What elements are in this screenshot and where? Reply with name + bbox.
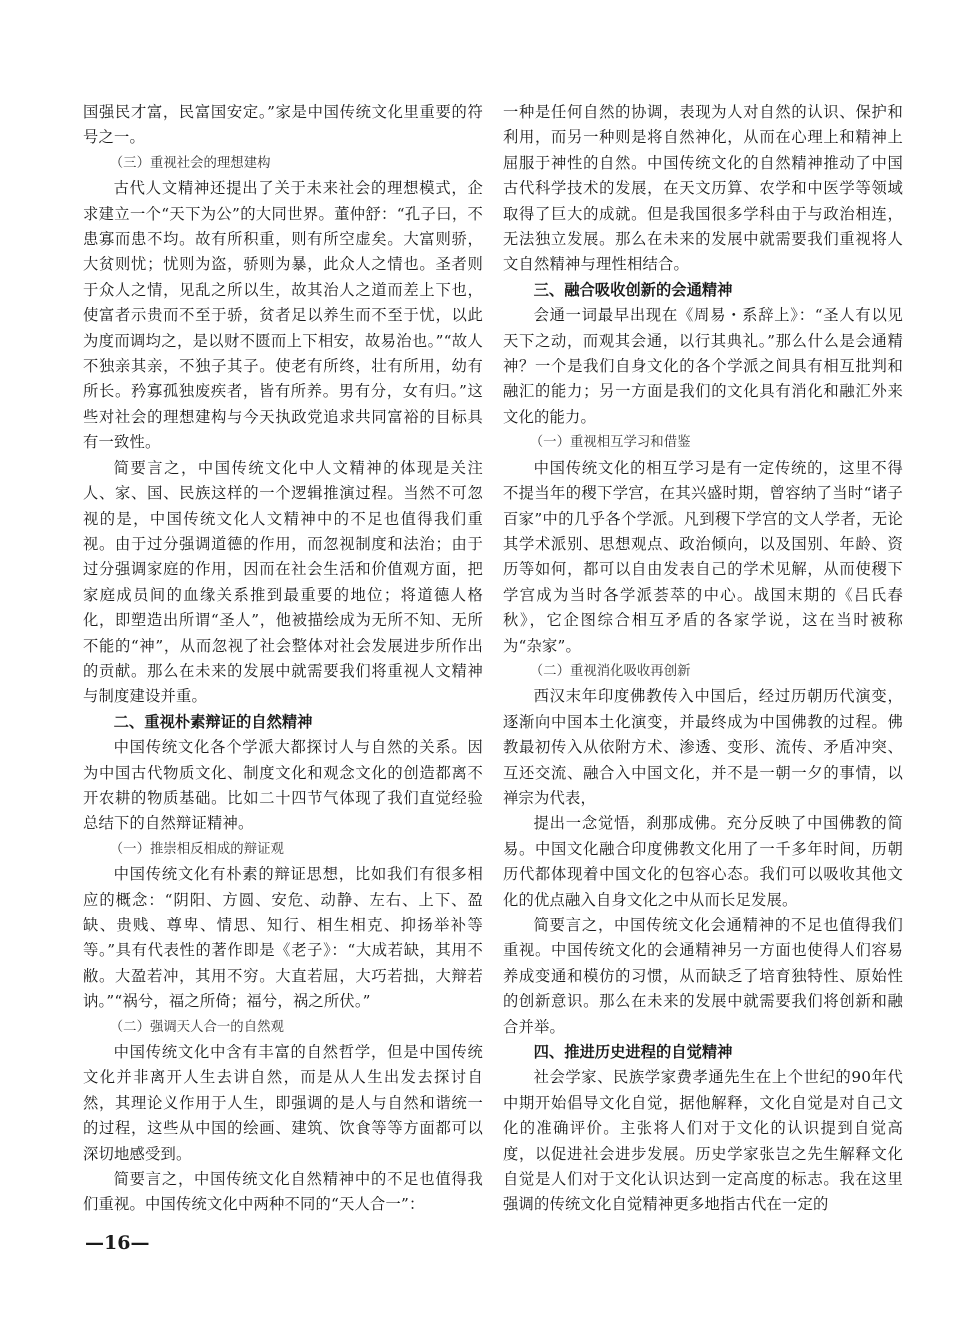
- section-heading: 三、融合吸收创新的会通精神: [533, 280, 733, 299]
- subsection-heading: （三）重视社会的理想建构: [109, 155, 271, 171]
- paragraph: 社会学家、民族学家费孝通先生在上个世纪的90年代中期开始倡导文化自觉，据他解释，文化自觉是对自己文化的准确评价。主张将人们对于文化的认识提到自觉高度，以促进社会进步发展。历史学家张岂之先生解释文化自觉是人们对于文化认识达到一定高度的标志。我在这里强调的传统文化自觉精神更多地指古代在一定的: [503, 1068, 903, 1214]
- subsection-heading: （一）推崇相反相成的辩证观: [109, 841, 284, 857]
- paragraph: 中国传统文化中含有丰富的自然哲学，但是中国传统文化并非离开人生去讲自然，而是从人生出发去探讨自然，其理论义作用于人生，即强调的是人与自然和谐统一的过程，这些从中国的绘画、建筑、饮食等等方面都可以深切地感受到。: [83, 1043, 483, 1163]
- paragraph: 中国传统文化的相互学习是有一定传统的，这里不得不提当年的稷下学宫，在其兴盛时期，曾容纳了当时“诸子百家”中的几乎各个学派。凡到稷下学宫的文人学者，无论其学术派别、思想观点、政治倾向，以及国别、年龄、资历等如何，都可以自由发表自己的学术见解，从而使稷下学宫成为当时各学派荟萃的中心。战国末期的《吕氏春秋》，它企图综合相互矛盾的各家学说，这在当时被称为“杂家”。: [503, 458, 903, 655]
- paragraph: 中国传统文化有朴素的辩证思想，比如我们有很多相应的概念：“阴阳、方圆、安危、动静、左右、上下、盈缺、贵贱、尊卑、情思、知行、相生相克、抑扬举补等等。”具有代表性的著作即是《老子》：“大成若缺，其用不敝。大盈若冲，其用不穷。大直若屈，大巧若拙，大辩若讷。”“祸兮，福之所倚；福兮，祸之所伏。”: [83, 865, 483, 1011]
- section-heading: 四、推进历史进程的自觉精神: [533, 1043, 733, 1062]
- paragraph: 一种是任何自然的协调，表现为人对自然的认识、保护和利用，而另一种则是将自然神化，从而在心理上和精神上屈服于神性的自然。中国传统文化的自然精神推动了中国古代科学技术的发展，在天文历算、农学和中医学等领域取得了巨大的成就。但是我国很多学科由于与政治相连，无法独立发展。那么在未来的发展中就需要我们重视将人文自然精神与理性相结合。: [503, 103, 903, 274]
- paragraph: 会通一词最早出现在《周易・系辞上》：“圣人有以见天下之动，而观其会通，以行其典礼。”那么什么是会通精神？一个是我们自身文化的各个学派之间具有相互批判和融汇的能力；另一方面是我们的文化具有消化和融汇外来文化的能力。: [503, 306, 903, 426]
- paragraph: 古代人文精神还提出了关于未来社会的理想模式，企求建立一个“天下为公”的大同世界。董仲舒：“孔子曰，不患寡而患不均。故有所积重，则有所空虚矣。大富则骄，大贫则忧；忧则为盗，骄则为暴，此众人之情也。圣者则于众人之情，见乱之所以生，故其治人之道而差上下也，使富者示贵而不至于骄，贫者足以养生而不至于忧，以此为度而调均之，是以财不匮而上下相安，故易治也。”“故人不独亲其亲，不独子其子。使老有所终，壮有所用，幼有所长。矜寡孤独废疾者，皆有所养。男有分，女有归。”这些对社会的理想建构与今天执政党追求共同富裕的目标具有一致性。: [83, 179, 483, 452]
- subsection-heading: （一）重视相互学习和借鉴: [529, 435, 691, 451]
- right-column: [503, 100, 903, 1218]
- section-heading: 二、重视朴素辩证的自然精神: [113, 712, 313, 731]
- subsection-heading: （二）强调天人合一的自然观: [109, 1019, 284, 1035]
- paragraph: 简要言之，中国传统文化会通精神的不足也值得我们重视。中国传统文化的会通精神另一方面也使得人们容易养成变通和模仿的习惯，从而缺乏了培育独特性、原始性的创新意识。那么在未来的发展中就需要我们将创新和融合并举。: [503, 916, 903, 1036]
- paragraph: 简要言之，中国传统文化中人文精神的体现是关注人、家、国、民族这样的一个逻辑推演过程。当然不可忽视的是，中国传统文化人文精神中的不足也值得我们重视。由于过分强调道德的作用，而忽视制度和法治；由于过分强调家庭的作用，因而在社会生活和价值观方面，把家庭成员间的血缘关系推到最重要的地位；将道德人格化，即塑造出所谓“圣人”，他被描绘成为无所不知、无所不能的“神”，从而忽视了社会整体对社会发展进步所作出的贡献。那么在未来的发展中就需要我们将重视人文精神与制度建设并重。: [83, 458, 483, 706]
- paragraph: 提出一念觉悟，刹那成佛。充分反映了中国佛教的简易。中国文化融合印度佛教文化用了一千多年时间，历朝历代都体现着中国文化的包容心态。我们可以吸收其他文化的优点融入自身文化之中从而长足发展。: [503, 814, 903, 909]
- subsection-heading: （二）重视消化吸收再创新: [529, 663, 691, 679]
- left-column: [83, 100, 483, 1218]
- paragraph: 西汉末年印度佛教传入中国后，经过历朝历代演变，逐渐向中国本土化演变，并最终成为中国佛教的过程。佛教最初传入从依附方术、渗透、变形、流传、矛盾冲突、互还交流、融合入中国文化，并不是一朝一夕的事情，以禅宗为代表，: [503, 687, 903, 807]
- page-number: —16—: [85, 1232, 150, 1254]
- paragraph: 中国传统文化各个学派大都探讨人与自然的关系。因为中国古代物质文化、制度文化和观念文化的创造都离不开农耕的物质基础。比如二十四节气体现了我们直觉经验总结下的自然辩证精神。: [83, 738, 483, 833]
- paragraph: 国强民才富，民富国安定。”家是中国传统文化里重要的符号之一。: [83, 103, 483, 147]
- paragraph: 简要言之，中国传统文化自然精神中的不足也值得我们重视。中国传统文化中两种不同的“天人合一”：: [83, 1170, 483, 1214]
